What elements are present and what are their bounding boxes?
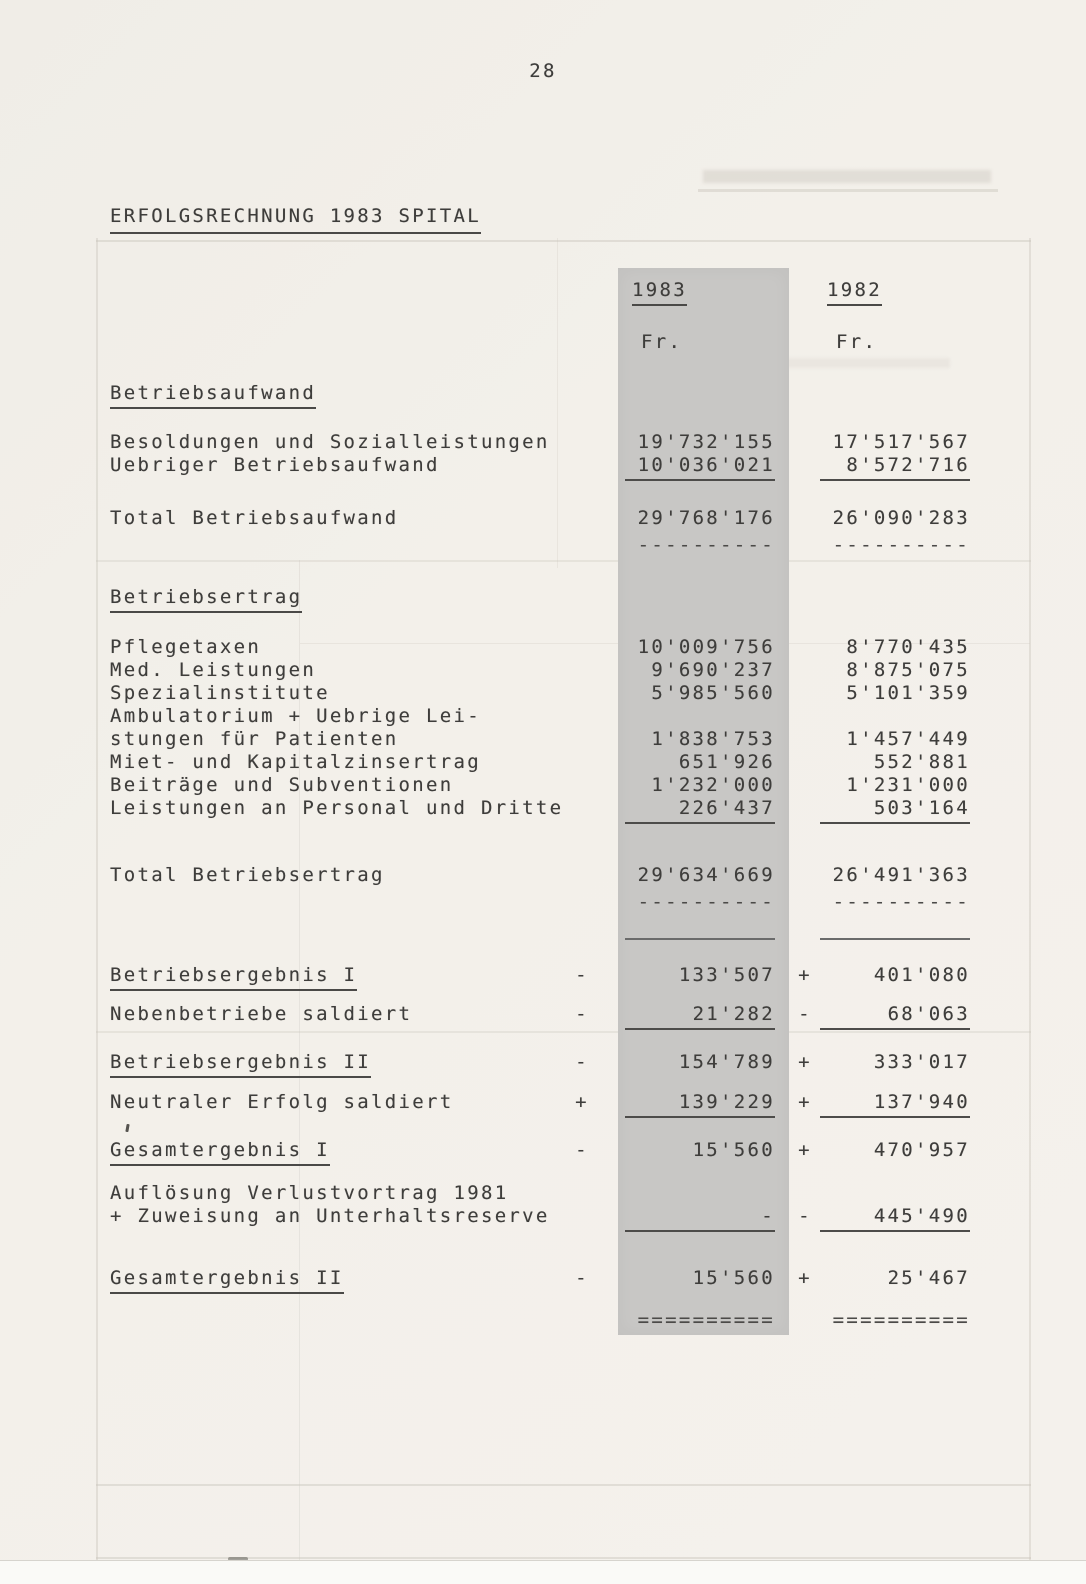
sign-1982	[793, 382, 817, 405]
sign-1983	[571, 636, 593, 659]
row-label: Total Betriebsaufwand	[110, 507, 399, 529]
row-label	[110, 1309, 615, 1332]
value-1983: 10'009'756	[637, 636, 775, 658]
sign-1982	[793, 659, 817, 682]
sign-1983: -	[575, 1051, 589, 1073]
value-1982: 470'957	[873, 1139, 970, 1161]
value-1982: 5'101'359	[846, 682, 970, 704]
value-1982: 17'517'567	[832, 431, 970, 453]
sign-1982	[793, 636, 817, 659]
sign-1983: +	[575, 1091, 589, 1113]
table-row	[0, 797, 1086, 820]
value-1983: 19'732'155	[637, 431, 775, 453]
table-row	[0, 964, 1086, 987]
sign-1982	[793, 728, 817, 751]
value-1983	[625, 938, 775, 940]
sign-1982	[793, 682, 817, 705]
value-1982	[820, 1182, 970, 1205]
value-1983: 21'282	[625, 1003, 775, 1030]
row-label: Betriebsergebnis I	[110, 964, 615, 987]
value-1982: 8'875'075	[846, 659, 970, 681]
sign-1982	[793, 507, 817, 530]
sign-1983	[571, 891, 593, 914]
value-1982: 68'063	[820, 1003, 970, 1030]
sign-1982	[793, 705, 817, 728]
sign-1983	[571, 751, 593, 774]
table-row	[0, 1182, 1086, 1205]
value-1983: ==========	[637, 1309, 775, 1331]
table-row	[0, 682, 1086, 705]
table-row	[0, 936, 1086, 959]
sign-1982	[793, 751, 817, 774]
value-1983: 1'838'753	[651, 728, 775, 750]
table-row	[0, 705, 1086, 728]
value-1982	[820, 705, 970, 728]
value-1982: 333'017	[873, 1051, 970, 1073]
value-1983: 15'560	[692, 1139, 775, 1161]
table-row	[0, 382, 1086, 405]
sign-1982	[793, 797, 817, 820]
value-1982: 1'231'000	[846, 774, 970, 796]
sign-1982	[793, 774, 817, 797]
sign-1982	[793, 1182, 817, 1205]
sign-1983: -	[575, 1139, 589, 1161]
sign-1983	[571, 279, 593, 302]
sign-1983	[571, 1182, 593, 1205]
value-1982: 552'881	[873, 751, 970, 773]
sign-1983	[571, 586, 593, 609]
row-label: Neutraler Erfolg saldiert	[110, 1091, 454, 1113]
sign-1982: +	[798, 1091, 812, 1113]
table-row	[0, 751, 1086, 774]
sign-1983: -	[575, 1003, 589, 1025]
value-1983: 15'560	[692, 1267, 775, 1289]
value-1983	[625, 382, 775, 405]
sign-1982	[793, 891, 817, 914]
row-label: Uebriger Betriebsaufwand	[110, 454, 440, 476]
page-number: 28	[529, 60, 557, 82]
value-1983: 1'232'000	[651, 774, 775, 796]
sign-1983: -	[575, 964, 589, 986]
table-row	[0, 1139, 1086, 1162]
sign-1983	[571, 1309, 593, 1332]
table-row	[0, 1003, 1086, 1026]
sign-1982	[793, 864, 817, 887]
value-1982: 8'770'435	[846, 636, 970, 658]
sign-1983	[571, 382, 593, 405]
sign-1982	[793, 936, 817, 959]
sign-1983	[571, 774, 593, 797]
sign-1983	[571, 936, 593, 959]
sign-1982	[793, 586, 817, 609]
sign-1983	[571, 864, 593, 887]
row-label: Leistungen an Personal und Dritte	[110, 797, 564, 819]
value-1982: 26'090'283	[832, 507, 970, 529]
sign-1983	[571, 454, 593, 477]
sign-1982: -	[798, 1003, 812, 1025]
table-row	[0, 659, 1086, 682]
row-label: + Zuweisung an Unterhaltsreserve	[110, 1205, 550, 1227]
row-label: Gesamtergebnis II	[110, 1267, 615, 1290]
row-label: Beiträge und Subventionen	[110, 774, 454, 796]
value-1983: 154'789	[678, 1051, 775, 1073]
value-1982: 1982	[820, 279, 977, 302]
value-1982	[820, 938, 970, 940]
value-1982: 25'467	[887, 1267, 970, 1289]
row-label	[110, 279, 615, 302]
table-row	[0, 534, 1086, 557]
row-label: Auflösung Verlustvortrag 1981	[110, 1182, 509, 1204]
sign-1982: +	[798, 964, 812, 986]
sign-1982: +	[798, 1267, 812, 1289]
value-1982: 137'940	[820, 1091, 970, 1118]
value-1982: ----------	[832, 534, 970, 556]
sign-1983	[571, 507, 593, 530]
sign-1983	[571, 1205, 593, 1228]
value-1982: ==========	[832, 1309, 970, 1331]
value-1982: Fr.	[836, 331, 878, 353]
value-1983: 139'229	[625, 1091, 775, 1118]
table-row	[0, 431, 1086, 454]
value-1983: ----------	[637, 534, 775, 556]
sign-1983: -	[575, 1267, 589, 1289]
value-1983	[625, 705, 775, 728]
value-1983: 226'437	[625, 797, 775, 824]
row-label: Ambulatorium + Uebrige Lei-	[110, 705, 481, 727]
row-label: Besoldungen und Sozialleistungen	[110, 431, 550, 453]
sign-1982: -	[798, 1205, 812, 1227]
value-1982: ----------	[832, 891, 970, 913]
table-row	[0, 507, 1086, 530]
value-1982: 1'457'449	[846, 728, 970, 750]
row-label: Spezialinstitute	[110, 682, 330, 704]
table-row	[0, 636, 1086, 659]
row-label: Nebenbetriebe saldiert	[110, 1003, 413, 1025]
value-1982: 503'164	[820, 797, 970, 824]
sign-1982	[793, 331, 817, 354]
value-1983: 10'036'021	[625, 454, 775, 481]
row-label	[110, 534, 615, 557]
sign-1983	[571, 797, 593, 820]
value-1983: 29'634'669	[637, 864, 775, 886]
table-row	[0, 331, 1086, 354]
row-label: Betriebsertrag	[110, 586, 615, 609]
scan-edge	[0, 1560, 1086, 1584]
row-label: Miet- und Kapitalzinsertrag	[110, 751, 481, 773]
value-1982	[820, 586, 970, 609]
row-label	[110, 891, 615, 914]
value-1983	[625, 586, 775, 609]
row-label: Betriebsaufwand	[110, 382, 615, 405]
value-1982: 26'491'363	[832, 864, 970, 886]
table-row	[0, 279, 1086, 302]
value-1983: 5'985'560	[651, 682, 775, 704]
sign-1983	[571, 682, 593, 705]
row-label: Med. Leistungen	[110, 659, 317, 681]
table-row	[0, 1091, 1086, 1114]
value-1983: 651'926	[678, 751, 775, 773]
value-1983: 1983	[625, 279, 782, 302]
sign-1983	[571, 331, 593, 354]
row-label: Pflegetaxen	[110, 636, 262, 658]
sign-1982	[793, 534, 817, 557]
sign-1983	[571, 534, 593, 557]
row-label: Total Betriebsertrag	[110, 864, 385, 886]
sign-1982	[793, 279, 817, 302]
table-row	[0, 891, 1086, 914]
row-label: Gesamtergebnis I	[110, 1139, 615, 1162]
table-row	[0, 1309, 1086, 1332]
table-row	[0, 586, 1086, 609]
sign-1982: +	[798, 1139, 812, 1161]
table-row	[0, 1267, 1086, 1290]
table-row	[0, 1205, 1086, 1228]
sign-1982	[793, 431, 817, 454]
value-1982: 401'080	[873, 964, 970, 986]
value-1983: -	[625, 1205, 775, 1232]
value-1983: 29'768'176	[637, 507, 775, 529]
table-row	[0, 1051, 1086, 1074]
value-1983: Fr.	[641, 331, 683, 353]
row-label	[110, 331, 615, 354]
sign-1983	[571, 431, 593, 454]
sign-1983	[571, 728, 593, 751]
sign-1982: +	[798, 1051, 812, 1073]
value-1982: 445'490	[820, 1205, 970, 1232]
table-row	[0, 728, 1086, 751]
value-1983: 9'690'237	[651, 659, 775, 681]
sign-1983	[571, 705, 593, 728]
sign-1982	[793, 454, 817, 477]
value-1983: ----------	[637, 891, 775, 913]
value-1983: 133'507	[678, 964, 775, 986]
table-row	[0, 774, 1086, 797]
value-1982	[820, 382, 970, 405]
table-row	[0, 454, 1086, 477]
table-row	[0, 864, 1086, 887]
sign-1982	[793, 1309, 817, 1332]
value-1982: 8'572'716	[820, 454, 970, 481]
document-title-text: ERFOLGSRECHNUNG 1983 SPITAL	[110, 205, 481, 234]
sign-1983	[571, 659, 593, 682]
row-label: stungen für Patienten	[110, 728, 399, 750]
row-label	[110, 936, 615, 959]
row-label: Betriebsergebnis II	[110, 1051, 615, 1074]
value-1983	[625, 1182, 775, 1205]
